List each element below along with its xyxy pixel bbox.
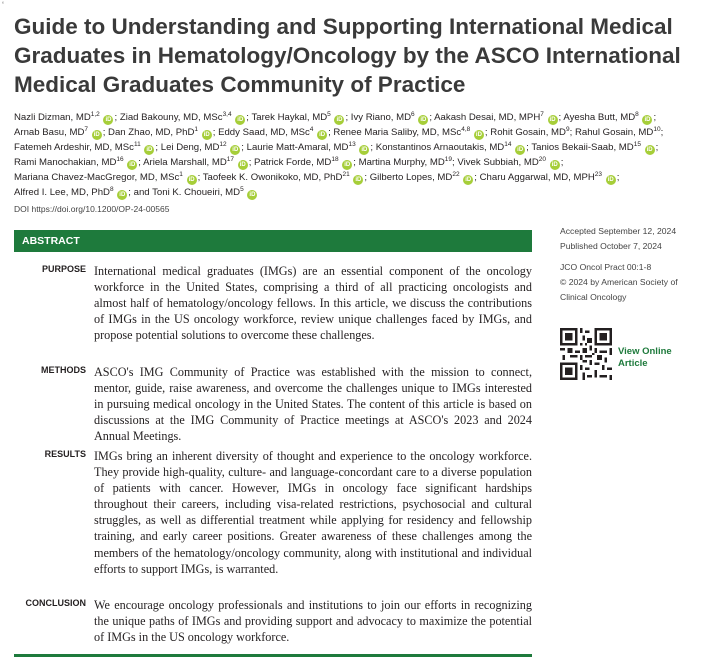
- orcid-icon[interactable]: iD: [232, 147, 239, 154]
- author-item: [359, 157, 455, 168]
- author-separator: ;: [328, 127, 331, 139]
- published-date: Published October 7, 2024: [560, 241, 662, 251]
- orcid-icon[interactable]: iD: [129, 162, 136, 169]
- author-separator: ;: [248, 157, 252, 169]
- author-item: [490, 127, 572, 138]
- author-name: Rami Manochakian, MD: [14, 157, 117, 169]
- author-name: Patrick Forde, MD: [254, 157, 332, 169]
- author-separator: ; and: [128, 187, 150, 199]
- author-name: Lei Deng, MD: [160, 142, 220, 154]
- author-affiliation: 21: [342, 171, 350, 179]
- author-affiliation: 22: [452, 171, 460, 179]
- purpose-text: International medical graduates (IMGs) are an essential component of the oncology workforce in the United States, comprising a third of all practicing oncologists and almost half of hematology/oncology fellows. In this article, we discuss the contributions of IMGs in the US oncology workforce, review unique challenges faced by IMGs, and propose potential solutions to overcome these challenges.: [94, 264, 532, 343]
- author-affiliation: 15: [633, 141, 641, 149]
- author-separator: ;: [655, 142, 659, 154]
- orcid-icon[interactable]: iD: [239, 162, 246, 169]
- orcid-icon[interactable]: iD: [644, 117, 651, 123]
- author-affiliation: 7: [84, 126, 89, 134]
- author-affiliation: 1: [194, 126, 199, 134]
- author-name: Fatemeh Ardeshir, MD, MSc: [14, 142, 134, 154]
- author-affiliation: 18: [331, 156, 339, 164]
- orcid-icon[interactable]: iD: [361, 147, 368, 154]
- author-item: [203, 172, 367, 183]
- author-affiliation: 10: [653, 126, 661, 134]
- author-separator: ;: [370, 142, 374, 154]
- methods-text: ASCO's IMG Community of Practice was established with the mission to connect, mentor, guide, raise awareness, and overcome the challenges unique to IMGs interested in pursuing medical oncology in the United States. The content of this article is based on discussions at the IMG Community of Practice meetings at ASCO's 2023 and 2024 Annual Meetings.: [94, 365, 532, 444]
- view-online-line-2: Article: [618, 358, 648, 369]
- author-name: Ziad Bakouny, MD, MSc: [119, 112, 223, 123]
- accepted-date: Accepted September 12, 2024: [560, 226, 677, 236]
- orcid-icon[interactable]: iD: [344, 162, 351, 169]
- orcid-icon[interactable]: iD: [336, 117, 343, 123]
- author-separator: ;: [353, 157, 356, 169]
- orcid-icon[interactable]: iD: [93, 132, 100, 139]
- author-separator: ;: [102, 127, 106, 139]
- author-affiliation: 19: [444, 156, 453, 164]
- author-separator: ;: [484, 127, 488, 139]
- purpose-label: PURPOSE: [41, 264, 86, 274]
- author-item: [14, 157, 141, 168]
- author-name: Dan Zhao, MD, PhD: [108, 127, 195, 139]
- author-separator: ;: [558, 112, 562, 123]
- author-item: [247, 142, 373, 153]
- author-name: Laurie Matt-Amaral, MD: [246, 142, 349, 154]
- author-affiliation: 7: [540, 111, 544, 118]
- orcid-icon[interactable]: iD: [420, 117, 427, 123]
- author-affiliation: 5: [327, 111, 331, 118]
- author-affiliation: 8: [635, 111, 639, 118]
- author-item: [108, 127, 215, 138]
- author-affiliation: 9: [565, 126, 570, 134]
- author-item: [251, 112, 348, 123]
- author-affiliation: 4,8: [461, 126, 471, 134]
- author-name: Vivek Subbiah, MD: [457, 157, 539, 169]
- author-item: [14, 112, 117, 123]
- author-item: [370, 172, 477, 183]
- author-affiliation: 5: [240, 186, 244, 194]
- author-affiliation: 12: [219, 141, 227, 149]
- doi-link[interactable]: DOI https://doi.org/10.1200/OP-24-00565: [14, 204, 170, 214]
- author-separator: ;: [241, 142, 244, 154]
- author-name: Martina Murphy, MD: [358, 157, 445, 169]
- author-separator: ;: [660, 127, 664, 139]
- author-name: Ivy Riano, MD: [350, 112, 412, 123]
- author-affiliation: 11: [133, 141, 141, 149]
- orcid-icon[interactable]: iD: [465, 177, 472, 184]
- author-name: Nazli Dizman, MD: [14, 112, 91, 123]
- orcid-icon[interactable]: iD: [119, 192, 126, 199]
- orcid-icon[interactable]: iD: [646, 147, 653, 154]
- orcid-icon[interactable]: iD: [319, 132, 326, 139]
- author-affiliation: 13: [348, 141, 356, 149]
- author-name: Toni K. Choueiri, MD: [152, 187, 241, 199]
- author-name: Arnab Basu, MD: [14, 127, 85, 139]
- author-name: Charu Aggarwal, MD, MPH: [479, 172, 595, 184]
- copyright-line-1: © 2024 by American Society of: [560, 277, 678, 287]
- copyright-line-2: Clinical Oncology: [560, 292, 627, 302]
- author-name: Rohit Gosain, MD: [490, 127, 566, 139]
- author-separator: ;: [364, 172, 368, 184]
- author-item: [333, 127, 487, 138]
- orcid-icon[interactable]: iD: [475, 132, 482, 139]
- orcid-icon[interactable]: iD: [517, 147, 524, 154]
- view-online-line-1: View Online: [618, 346, 672, 357]
- author-name: Ariela Marshall, MD: [143, 157, 227, 169]
- author-separator: ;: [114, 112, 118, 123]
- qr-code-icon[interactable]: [560, 328, 612, 380]
- author-separator: ;: [526, 142, 529, 154]
- author-affiliation: 16: [116, 156, 124, 164]
- author-separator: ;: [345, 112, 349, 123]
- author-affiliation: 3,4: [222, 111, 232, 118]
- author-affiliation: 23: [594, 171, 603, 179]
- author-item: [434, 112, 561, 123]
- author-item: [143, 157, 251, 168]
- orcid-icon[interactable]: iD: [607, 177, 614, 184]
- author-list: [14, 110, 704, 201]
- author-item: [351, 112, 432, 123]
- author-affiliation: 4: [309, 126, 314, 134]
- orcid-icon[interactable]: iD: [551, 162, 558, 169]
- author-separator: ;: [155, 142, 159, 154]
- author-affiliation: 14: [504, 141, 512, 149]
- author-item: [14, 127, 105, 138]
- orcid-icon[interactable]: iD: [237, 117, 244, 123]
- author-name: Eddy Saad, MD, MSc: [218, 127, 310, 139]
- author-separator: ;: [246, 112, 249, 123]
- page-corner-mark: ‘: [2, 0, 4, 10]
- author-item: [120, 112, 249, 123]
- author-separator: ;: [560, 157, 564, 169]
- results-text: IMGs bring an inherent diversity of thought and experience to the oncology workforce. They provide high-quality, culture- and language-concordant care to a diverse population of patients with cancer. However, IMGs in oncology face significant hardships throughout their careers, including visa-related restrictions, psychosocial and cultural struggles, as well as differential treatment while applying for residency and fellowship training, and early career positions. Greater awareness of these challenges among the members of the hematology/oncology community, along with institutional and individual efforts to support IMGs, is warranted.: [94, 449, 532, 576]
- author-item: [376, 142, 529, 153]
- author-name: Tarek Haykal, MD: [251, 112, 328, 123]
- author-item: [14, 142, 158, 153]
- abstract-heading: ABSTRACT: [14, 230, 532, 252]
- author-affiliation: 20: [538, 156, 547, 164]
- author-separator: ;: [138, 157, 141, 169]
- orcid-icon[interactable]: iD: [203, 132, 210, 139]
- orcid-icon[interactable]: iD: [188, 177, 195, 184]
- author-item: [480, 172, 620, 183]
- orcid-icon[interactable]: iD: [355, 177, 362, 184]
- author-item: [531, 142, 658, 153]
- author-affiliation: 8: [109, 186, 114, 194]
- results-label: RESULTS: [44, 449, 86, 459]
- methods-label: METHODS: [41, 365, 86, 375]
- author-separator: ;: [653, 112, 657, 123]
- author-name: Taofeek K. Owonikoko, MD, PhD: [202, 172, 343, 184]
- author-separator: ;: [429, 112, 433, 123]
- author-name: Alfred I. Lee, MD, PhD: [14, 187, 110, 199]
- article-sidebar: [560, 224, 705, 305]
- conclusion-text: We encourage oncology professionals and institutions to join our efforts in recognizing the unique paths of IMGs and providing support and advocacy to maximize the potential of IMGs in the US oncology workforce.: [94, 598, 532, 645]
- author-name: Mariana Chavez-MacGregor, MD, MSc: [14, 172, 180, 184]
- article-title: Guide to Understanding and Supporting International Medical Graduates in Hematology/Oncology by the ASCO International Medical Graduates Community of Practice: [14, 14, 681, 97]
- author-name: Aakash Desai, MD, MPH: [434, 112, 541, 123]
- author-item: [14, 187, 150, 198]
- author-name: Ayesha Butt, MD: [563, 112, 636, 123]
- author-item: [254, 157, 356, 168]
- author-affiliation: 1: [179, 171, 183, 179]
- author-name: Renee Maria Saliby, MD, MSc: [333, 127, 462, 139]
- author-separator: ;: [569, 127, 573, 139]
- view-online-article-link[interactable]: [618, 346, 698, 370]
- author-affiliation: 17: [226, 156, 235, 164]
- abstract-bottom-rule: [14, 654, 532, 657]
- orcid-icon[interactable]: iD: [549, 117, 556, 123]
- author-item: [563, 112, 656, 123]
- author-name: Tanios Bekaii-Saab, MD: [531, 142, 634, 154]
- author-affiliation: 1,2: [90, 111, 100, 118]
- author-item: [218, 127, 331, 138]
- conclusion-label: CONCLUSION: [25, 598, 86, 608]
- author-item: [457, 157, 563, 168]
- author-separator: ;: [452, 157, 455, 169]
- author-item: [14, 172, 200, 183]
- author-name: Rahul Gosain, MD: [574, 127, 654, 139]
- author-separator: ;: [197, 172, 201, 184]
- author-name: Konstantinos Arnaoutakis, MD: [375, 142, 505, 154]
- author-item: [161, 142, 244, 153]
- orcid-icon[interactable]: iD: [146, 147, 153, 154]
- author-separator: ;: [616, 172, 620, 184]
- orcid-icon[interactable]: iD: [249, 192, 256, 199]
- author-separator: ;: [212, 127, 216, 139]
- journal-citation: JCO Oncol Pract 00:1-8: [560, 262, 652, 272]
- author-item: [152, 187, 258, 198]
- author-separator: ;: [474, 172, 477, 184]
- author-item: [575, 127, 663, 138]
- author-affiliation: 6: [411, 111, 415, 118]
- author-name: Gilberto Lopes, MD: [369, 172, 453, 184]
- orcid-icon[interactable]: iD: [105, 117, 112, 123]
